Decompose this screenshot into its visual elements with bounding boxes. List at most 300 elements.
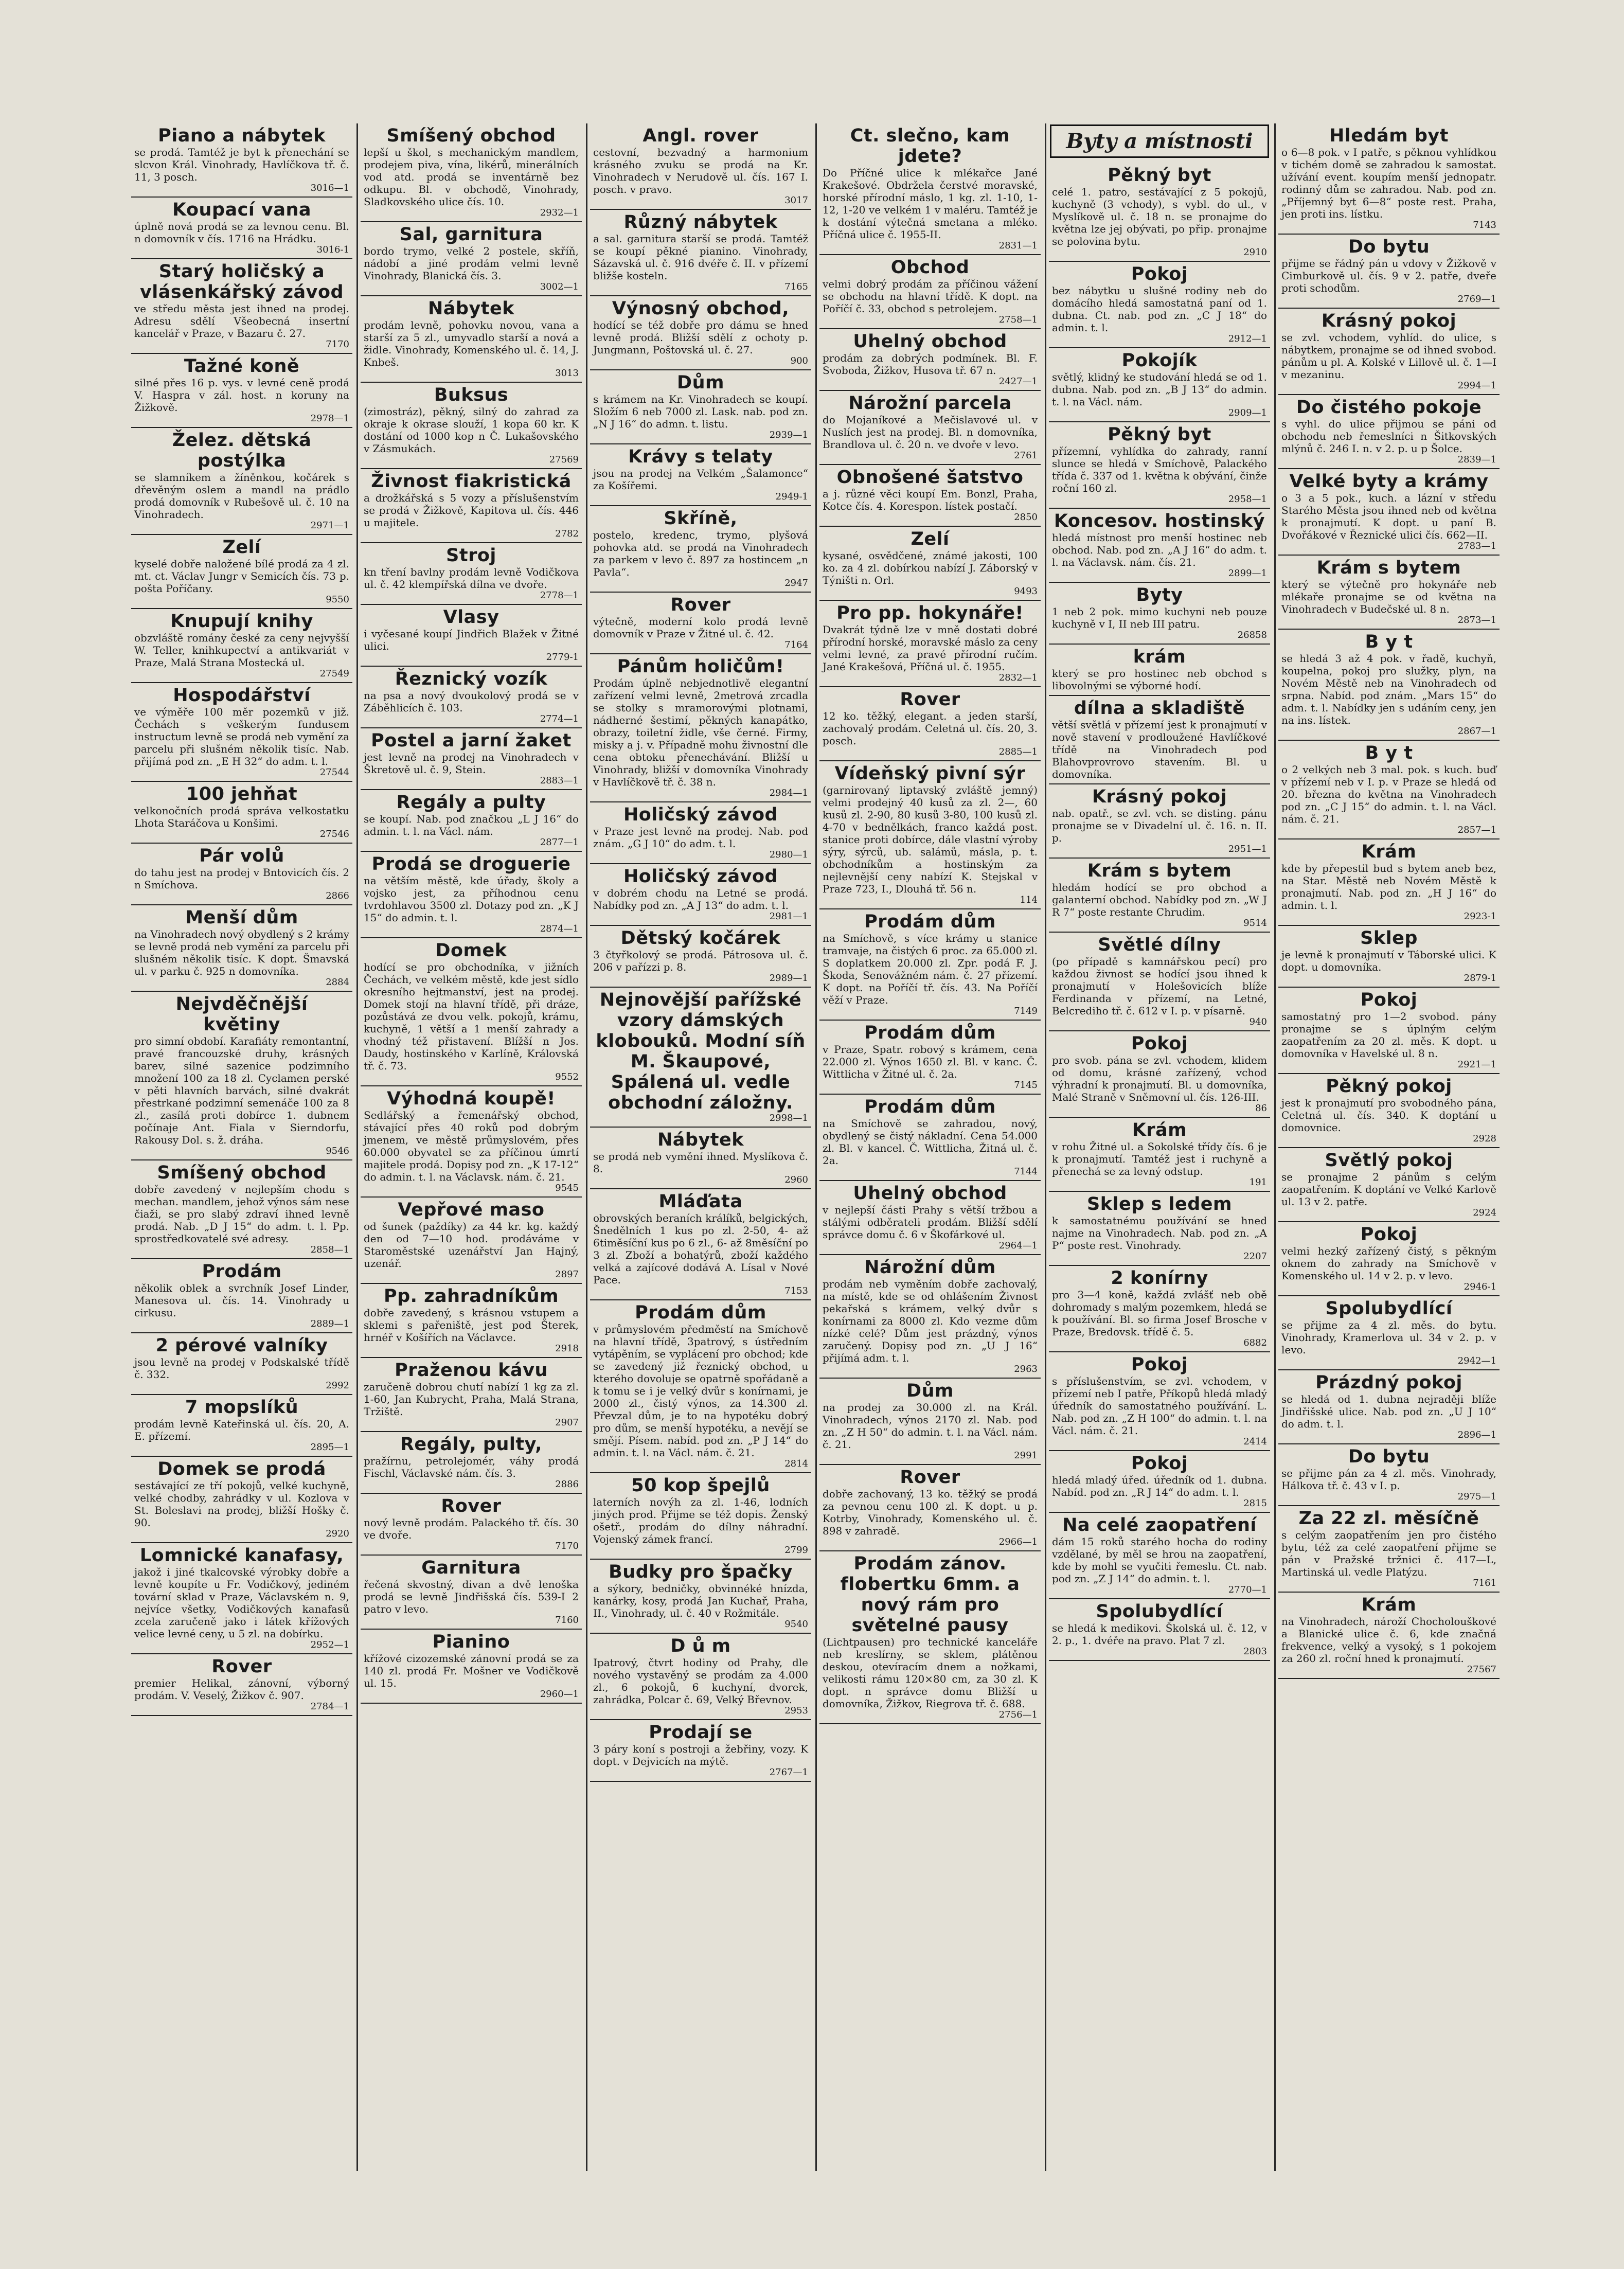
ad-text: velmi hezký zařízený čistý, s pěkným oknem do zahrady na Smíchově v Komenského ul. 14 v 2. p. v levo. <box>1281 1245 1496 1282</box>
classified-ad <box>361 1086 582 1198</box>
column-rule <box>356 123 358 2171</box>
ad-text: který se pro hostinec neb obchod s libovolnými se výborné hodí. <box>1052 667 1267 692</box>
ad-reference-number: 2866 <box>326 890 349 901</box>
ad-heading: Pianino <box>432 1632 510 1652</box>
ad-reference-number: 2886 <box>555 1479 579 1490</box>
classified-ad <box>131 992 352 1160</box>
ad-text: pro 3—4 koně, každá zvlášť neb obě dohromady s malým pozemkem, hledá se k používání. Bl. so firma Josef Brosche v Praze, Bredovsk. třídě č. 5. <box>1052 1289 1267 1338</box>
ad-reference-number: 27546 <box>319 829 349 839</box>
ad-text: nový levně prodám. Palackého tř. čís. 30 ve dvoře. <box>364 1516 579 1541</box>
ad-reference-number: 2984—1 <box>769 788 808 798</box>
section-heading-box <box>1050 124 1269 158</box>
classified-ad <box>131 535 352 609</box>
ad-heading: Krásný pokoj <box>1092 787 1227 807</box>
ad-heading: Menší dům <box>185 907 298 928</box>
ad-text: na Vinohradech nový obydlený s 2 krámy se levně prodá neb vymění za parcelu při slušném několik tisíc. K dopt. Šmavská ul. v parku č. 925 n domovníka. <box>134 928 349 977</box>
ad-heading: dílna a skladiště <box>1074 698 1245 719</box>
newspaper-page <box>131 123 1500 2227</box>
column-1 <box>131 123 352 2181</box>
ad-heading: Krám s bytem <box>1316 558 1461 578</box>
ad-heading: Světlý pokoj <box>1325 1150 1453 1171</box>
ad-reference-number: 2992 <box>326 1380 349 1391</box>
ad-heading: Hospodářství <box>173 685 311 706</box>
classified-ad <box>1278 235 1500 309</box>
classified-ad <box>819 601 1041 687</box>
ad-reference-number: 2932—1 <box>540 207 579 218</box>
ad-text: pražírnu, petrolejomér, váhy prodá Fischl, Václavské nám. čís. 3. <box>364 1455 579 1479</box>
ad-text: (po případě s kamnářskou pecí) pro každou živnost se hodící jsou ihned k pronajmutí v Holešovicích blíže Ferdinanda v přízemí, na Letné, Belcrediho tř. č. 612 v I. p. v písarně. <box>1052 955 1267 1017</box>
ad-text: a j. různé věci koupí Em. Bonzl, Praha, Kotce čís. 4. Korespon. lístek postačí. <box>823 488 1038 512</box>
ad-text: jest k pronajmutí pro svobodného pána, Celetná ul. čís. 340. K doptání u domovnice. <box>1281 1097 1496 1134</box>
ad-heading: Buksus <box>434 385 509 405</box>
classified-ad <box>131 683 352 782</box>
ad-text: v rohu Žitné ul. a Sokolské třídy čís. 6 je k pronajmutí. Tamtéž jest i ruchyně a přenechá se za levný odstup. <box>1052 1140 1267 1177</box>
ad-reference-number: 2889—1 <box>310 1318 349 1329</box>
ad-reference-number: 2918 <box>555 1343 579 1354</box>
ad-text: jsou levně na prodej v Podskalské třídě č. 332. <box>134 1356 349 1381</box>
ad-reference-number: 2949-1 <box>775 491 808 502</box>
ad-reference-number: 2953 <box>784 1705 808 1716</box>
ad-heading: Nárožní parcela <box>848 393 1012 414</box>
ad-reference-number: 2783—1 <box>1457 541 1496 551</box>
ad-reference-number: 2803 <box>1243 1646 1267 1657</box>
ad-reference-number: 7153 <box>784 1285 808 1296</box>
ad-reference-number: 2924 <box>1473 1207 1496 1218</box>
classified-ad <box>361 1432 582 1494</box>
ad-reference-number: 2964—1 <box>998 1240 1038 1251</box>
ad-heading: 2 pérové valníky <box>155 1335 328 1356</box>
ad-heading: Dům <box>906 1381 954 1401</box>
ad-text: bordo trymo, velké 2 postele, skříň, nádobí a jiné prodám velmi levně Vinohrady, Blanická čís. 3. <box>364 245 579 282</box>
ad-text: pro svob. pána se zvl. vchodem, klidem od domu, krásné zařízený, vchod výhradní k pronajmutí. Bl. u domovníka, Malé Straně v Sněmovní ul. čís. 126-III. <box>1052 1054 1267 1103</box>
ad-reference-number: 2899—1 <box>1228 568 1267 579</box>
ad-text: se hledá k medikovi. Školská ul. č. 12, v 2. p., 1. dvéře na pravo. Plat 7 zl. <box>1052 1622 1267 1647</box>
ad-text: a sýkory, bedničky, obvinnéké hnízda, kanárky, kosy, prodá Jan Kuchař, Praha, II., Vinohrady, ul. č. 40 v Rožmitále. <box>593 1582 808 1619</box>
ad-text: kyselé dobře naložené bílé prodá za 4 zl. mt. ct. Václav Jungr v Semicích čís. 73 p. pošta Poříčany. <box>134 558 349 595</box>
classified-ad <box>131 844 352 905</box>
ad-reference-number: 2946-1 <box>1464 1281 1496 1292</box>
ad-text: od šunek (paždíky) za 44 kr. kg. každý den od 7—10 hod. prodáváme v Staroměstské uzenářství Jan Hajný, uzenář. <box>364 1220 579 1270</box>
ad-heading: Nárožní dům <box>864 1257 996 1278</box>
ad-text: se koupí. Nab. pod značkou „L J 16“ do admin. t. l. na Václ. nám. <box>364 813 579 837</box>
ad-text: (garnirovaný liptavský zvláště jemný) velmi prodejný 40 kusů za zl. 2—, 60 kusů zl. 2-90, 80 kusů 3-80, 100 kusů zl. 4-70 v bednělkách, franco každá post. stanice proti dobírce, dále vlastní výroby sýry, sýrců, ub. salámů, másla, p. t. obchodníkům a hostinským za nejlevnější ceny nabízí K. Stejskal v Praze 723, I., Dlouhá tř. 56 n. <box>823 784 1038 895</box>
column-5 <box>1049 123 1270 2181</box>
ad-text: v průmyslovém předměstí na Smíchově na hlavní třídě, 3patrový, s ústředním vytápěním, se vyplácení pro obchod; kde se zavedený již řeznický obchod, u kterého dovoluje se opatrně spořádaně a k tomu se i je velký dvůr s konírnami, je 2000 zl., čistý výnos, za 14.300 zl. Převzal dům, je to na hypotéku dobrý pro dům, se menší hypotéku, a nevějí se smějí. Písem. nabíd. pod zn. „P J 14“ do admin. t. l. na Václ. nám. č. 21. <box>593 1323 808 1459</box>
ad-heading: Pp. zahradníkům <box>383 1286 559 1307</box>
ad-text: zaručeně dobrou chutí nabízí 1 kg za zl. 1-60, Jan Kubrycht, Praha, Malá Strana, Tržiště. <box>364 1381 579 1418</box>
ad-heading: B y t <box>1365 743 1413 763</box>
ad-reference-number: 6882 <box>1243 1337 1267 1348</box>
ad-text: větší světlá v přízemí jest k pronajmutí v nově stavení v prodloužené Havlíčkové třídě na Vinohradech pod Blahovprovrovo stavením. Bl. u domovníka. <box>1052 719 1267 780</box>
ad-text: postelo, kredenc, trymo, plyšová pohovka atd. se prodá na Vinohradech za parkem v levo č. 897 za hostincem „n Pavla“. <box>593 529 808 578</box>
ad-heading: 7 mopslíků <box>185 1397 299 1418</box>
ad-text: 12 ko. těžký, elegant. a jeden starší, zachovalý prodám. Celetná ul. čís. 20, 3. posch. <box>823 710 1038 747</box>
ad-text: hodící se pro obchodníka, v jižních Čechách, ve velkém městě, kde jest sídlo okresního hejtmanství, jest na prodej. Domek stojí na hlavní třídě, při dráze, pozůstává ze dvou velk. pokojů, krámu, kuchyně, 1 větší a 1 menší zahrady a vhodný též přistavení. Blížší n Jos. Daudy, hostinského v Karlíně, Královská tř. č. 73. <box>364 961 579 1072</box>
classified-ad <box>1049 645 1270 696</box>
ad-reference-number: 2885—1 <box>998 746 1038 757</box>
classified-ad <box>590 444 811 506</box>
ad-reference-number: 2909—1 <box>1228 407 1267 418</box>
ad-text: s příslušenstvím, se zvl. vchodem, v přízemí neb I patře, Příkopů hledá mladý úředník do samostatného používání. L. Nab. pod zn. „Z H 100“ do admin. t. l. na Václ. nám. č. 21. <box>1052 1375 1267 1437</box>
ad-reference-number: 7144 <box>1014 1166 1038 1177</box>
ad-heading: Skříně, <box>664 508 738 529</box>
ad-reference-number: 2767—1 <box>769 1767 808 1778</box>
ad-heading: Holičský závod <box>623 866 778 887</box>
ad-reference-number: 114 <box>1020 895 1038 905</box>
classified-ad <box>131 1654 352 1716</box>
classified-ad <box>131 1333 352 1395</box>
ad-heading: Uhelný obchod <box>853 1183 1007 1204</box>
ad-text: v dobrém chodu na Letné se prodá. Nabídky pod zn. „A J 13“ do adm. t. l. <box>593 887 808 912</box>
ad-reference-number: 900 <box>790 355 808 366</box>
classified-ad <box>131 428 352 535</box>
classified-ad <box>1049 1599 1270 1661</box>
column-rule <box>586 123 587 2171</box>
ad-reference-number: 2782 <box>555 528 579 539</box>
classified-ad <box>590 593 811 654</box>
classified-ad <box>1049 509 1270 583</box>
ad-text: 3 páry koní s postroji a žebřiny, vozy. K dopt. v Dejvicích na mýtě. <box>593 1743 808 1767</box>
ad-text: obrovských beraních králíků, belgických, Šnedělních 1 kus po zl. 2-50, 4- až 6timěsíční kus po 6 zl., 6- až 8měsíční po 3 zl. Zboží a bohatýrů, zboží každého velká a zajícové dodává A. Lísal v Nové Pace. <box>593 1212 808 1286</box>
ad-heading: Praženou kávu <box>395 1360 548 1381</box>
ad-heading: Spolubydlící <box>1096 1601 1223 1622</box>
ad-reference-number: 2960 <box>784 1174 808 1185</box>
classified-ad <box>1278 1296 1500 1370</box>
classified-ad <box>131 1457 352 1543</box>
ad-heading: Nejnovější pařížské vzory dámských klobouků. Modní síň M. Škaupové, Spálená ul. vedle obchodní záložny. <box>596 990 806 1113</box>
classified-ad <box>590 988 811 1128</box>
classified-ad <box>1278 1506 1500 1593</box>
ad-reference-number: 7145 <box>1014 1080 1038 1091</box>
ad-heading: Postel a jarní žaket <box>371 730 572 751</box>
ad-heading: Domek <box>435 940 507 961</box>
classified-ad <box>1049 784 1270 859</box>
classified-ad <box>590 1473 811 1560</box>
ad-reference-number: 2966—1 <box>998 1537 1038 1547</box>
ad-heading: Do čistého pokoje <box>1296 397 1482 418</box>
ad-heading: Prodám dům <box>635 1302 766 1323</box>
ad-reference-number: 2928 <box>1473 1133 1496 1144</box>
ad-text: (zimostráz), pěkný, silný do zahrad za okraje k okrase slouží, 1 kopa 60 kr. K dostání od 1000 kop n Č. Lukašovského v Zásmukách. <box>364 405 579 455</box>
classified-ad <box>131 1543 352 1654</box>
ad-heading: Pokoj <box>1360 1224 1418 1245</box>
ad-heading: Spolubydlící <box>1325 1298 1453 1319</box>
ad-heading: Prodám zánov. flobertku 6mm. a nový rám pro světelné pausy <box>840 1553 1020 1636</box>
ad-text: na Smíchově, s více krámy u stanice tramvaje, na čistých 6 proc. za 65.000 zl. S doplatkem 20.000 zl. Zpr. podá F. J. Škoda, Senovážném nám. č. 27 přízemí. K dopt. na Poříčí tř. čís. 43. Na Poříčí věží v Praze. <box>823 932 1038 1006</box>
classified-ad <box>1049 1118 1270 1192</box>
classified-ad <box>1278 123 1500 235</box>
ad-heading: Piano a nábytek <box>158 126 326 146</box>
ad-heading: Za 22 zl. měsíčně <box>1298 1508 1479 1529</box>
ad-text: samostatný pro 1—2 svobod. pány pronajme se s úplným celým zaopatřením za 20 zl. měs. K dopt. u domovníka v Havelské ul. 8 n. <box>1281 1010 1496 1060</box>
classified-ad <box>361 543 582 605</box>
ad-heading: Nábytek <box>427 298 515 319</box>
ad-heading: Krám <box>1361 1595 1417 1615</box>
ad-reference-number: 2814 <box>784 1458 808 1469</box>
ad-heading: krám <box>1133 647 1186 667</box>
classified-ad <box>819 1379 1041 1465</box>
classified-ad <box>1049 933 1270 1031</box>
ad-heading: Angl. rover <box>643 126 759 146</box>
ad-text: s krámem na Kr. Vinohradech se koupí. Složím 6 neb 7000 zl. Lask. nab. pod zn. „N J 16“ do admn. t. listu. <box>593 393 808 430</box>
ad-text: přízemní, vyhlídka do zahrady, ranní slunce se hledá v Smíchově, Palackého třída č. 337 od 1. května k obývání, činže roční 160 zl. <box>1052 445 1267 494</box>
ad-reference-number: 9493 <box>1014 586 1038 597</box>
ad-reference-number: 2910 <box>1243 247 1267 258</box>
ad-text: dobře zachovaný, 13 ko. těžký se prodá za pevnou cenu 100 zl. K dopt. u p. Kotrby, Vinohrady, Komenského ul. č. 898 v zahradě. <box>823 1488 1038 1537</box>
ad-reference-number: 2758—1 <box>998 314 1038 325</box>
ad-heading: Prodám dům <box>864 1023 996 1043</box>
ad-heading: Pokojík <box>1121 350 1198 371</box>
ad-reference-number: 2960—1 <box>540 1689 579 1700</box>
classified-ad <box>361 1630 582 1704</box>
ad-reference-number: 2994—1 <box>1457 380 1496 391</box>
ad-text: velkonočních prodá správa velkostatku Lhota Staráčova u Konšimi. <box>134 805 349 829</box>
ad-reference-number: 9552 <box>555 1071 579 1082</box>
classified-ad <box>361 1556 582 1630</box>
classified-ad <box>1278 1148 1500 1222</box>
classified-ad <box>1278 1444 1500 1506</box>
ad-text: celé 1. patro, sestávající z 5 pokojů, kuchyně (3 vchody), s vybl. do ul., v Myslíkově ul. č. 18 n. se pronajme do května lze jej obývati, po přip. pronajme se polovina bytu. <box>1052 186 1267 247</box>
ad-heading: Dětský kočárek <box>620 928 781 949</box>
classified-ad <box>590 1189 811 1300</box>
ad-text: výtečně, moderní kolo prodá levně domovník v Praze v Žitné ul. č. 42. <box>593 615 808 640</box>
classified-ad <box>819 761 1041 909</box>
ad-reference-number: 9546 <box>326 1146 349 1156</box>
ad-text: o 2 velkých neb 3 mal. pok. s kuch. buď v přízemí neb v I. p. v Praze se hledá od 20. března do května na Vinohradech pod zn. „C J 15“ do admin. t. l. na Václ. nám. č. 21. <box>1281 763 1496 825</box>
column-2 <box>361 123 582 2181</box>
classified-ad <box>590 210 811 296</box>
ad-reference-number: 7143 <box>1473 220 1496 230</box>
ad-heading: Želez. dětská postýlka <box>172 430 312 471</box>
ad-heading: Zelí <box>222 537 261 558</box>
ad-heading: Do bytu <box>1348 237 1430 257</box>
ad-reference-number: 2975—1 <box>1457 1491 1496 1502</box>
ad-text: jest levně na prodej na Vinohradech v Škretově ul. č. 9, Stein. <box>364 751 579 776</box>
column-6 <box>1278 123 1500 2181</box>
ad-text: bez nábytku u slušné rodiny neb do domácího hledá samostatná paní od 1. dubna. Ct. nab. pod zn. „C J 18“ do admin. t. l. <box>1052 284 1267 334</box>
ad-text: úplně nová prodá se za levnou cenu. Bl. n domovník v čís. 1716 na Hrádku. <box>134 220 349 245</box>
classified-ad <box>1278 469 1500 556</box>
ad-text: lepší u škol, s mechanickým mandlem, prodejem piva, vína, likérů, minerálních vod atd. prodá se inventárně bez odkupu. Bl. v obchodě, Vinohrady, Sladkovského ulice čís. 10. <box>364 146 579 208</box>
ad-heading: Pěkný byt <box>1108 424 1211 445</box>
ad-text: kysané, osvědčené, známé jakosti, 100 ko. za 4 zl. dobírkou nabízí J. Záborský v Týništi n. Orl. <box>823 549 1038 586</box>
classified-ad <box>361 667 582 728</box>
ad-reference-number: 191 <box>1249 1177 1267 1188</box>
ad-heading: Výnosný obchod, <box>612 298 790 319</box>
ad-text: se pronajme 2 pánům s celým zaopatřením. K doptání ve Velké Karlově ul. 13 v 2. patře. <box>1281 1171 1496 1208</box>
ad-text: hodící se též dobře pro dámu se hned levně prodá. Bližší sdělí z ochoty p. Jungmann, Poštovská ul. č. 27. <box>593 319 808 356</box>
classified-ad <box>590 1634 811 1720</box>
ad-heading: Obnošené šatstvo <box>836 467 1024 488</box>
ad-reference-number: 2971—1 <box>310 520 349 531</box>
ad-reference-number: 2761 <box>1014 450 1038 461</box>
ad-heading: Prodám dům <box>864 912 996 932</box>
ad-reference-number: 2942—1 <box>1457 1355 1496 1366</box>
ad-text: jsou na prodej na Velkém „Šalamonce“ za Košířemi. <box>593 467 808 492</box>
ad-heading: B y t <box>1365 632 1413 652</box>
ad-heading: Rover <box>211 1656 272 1677</box>
ad-reference-number: 9540 <box>784 1619 808 1630</box>
ad-heading: Různý nábytek <box>623 212 778 233</box>
ad-text: hledám hodící se pro obchod a galanterní obchod. Nabídky pod zn. „W J R 7“ poste restante Chrudim. <box>1052 881 1267 918</box>
ad-heading: Nábytek <box>657 1130 744 1150</box>
ad-text: Prodám úplně nebjednotlivě elegantní zařízení velmi levně, 2metrová zrcadla se stolky s mramorovými plotnami, nádherné šestimí, pěkných kanapátko, obrazy, toiletní židle, vše černé. Firmy, misky a j. v. Případně mohu živnostní dle cena obtoku přenechávání. Bližší u Vinohrady, bližší v domovníka Vinohrady v Havlíčkově tř. č. 38 n. <box>593 677 808 788</box>
ad-reference-number: 9550 <box>326 594 349 605</box>
ad-heading: Rover <box>441 1496 502 1516</box>
ad-heading: Řeznický vozík <box>395 669 548 689</box>
classified-ad <box>131 609 352 683</box>
ad-reference-number: 3016—1 <box>310 183 349 193</box>
ad-text: se prodá. Tamtéž je byt k přenechání se slcvon Král. Vinohrady, Havlíčkova tř. č. 11, 3 posch. <box>134 146 349 183</box>
ad-heading: Starý holičský a vlásenkářský závod <box>139 261 344 302</box>
ad-reference-number: 2921—1 <box>1457 1059 1496 1070</box>
ad-text: v nejlepší části Prahy s větší tržbou a stálými odběrateli prodám. Bližší sdělí správce domu č. 6 v Škofárkové ul. <box>823 1204 1038 1241</box>
ad-heading: Rover <box>900 1467 960 1488</box>
classified-ad <box>1278 395 1500 469</box>
classified-ad <box>131 1160 352 1259</box>
ad-heading: Budky pro špačky <box>609 1562 793 1582</box>
ad-heading: Stroj <box>446 545 496 566</box>
ad-reference-number: 7165 <box>784 281 808 292</box>
ad-text: se hledá 3 až 4 pok. v řadě, kuchyň, koupelna, pokoj pro služky, plyn, na Novém Městě neb na Vinohradech od srpna. Nabíd. pod znám. „Mars 15“ do adm. t. l. Nabídky jen s udáním ceny, jen na ins. lístek. <box>1281 652 1496 726</box>
classified-ad <box>1049 1352 1270 1451</box>
ad-heading: Smíšený obchod <box>157 1163 327 1183</box>
classified-ad <box>819 1021 1041 1095</box>
ad-text: křížové cizozemské zánovní prodá se za 140 zl. prodá Fr. Mošner ve Vodičkově ul. 15. <box>364 1652 579 1689</box>
ad-reference-number: 86 <box>1255 1103 1267 1114</box>
ad-heading: D ů m <box>670 1636 731 1656</box>
classified-ad <box>131 905 352 992</box>
ad-reference-number: 3013 <box>555 368 579 379</box>
ad-text: prodám levně, pohovku novou, vana a starší za 5 zl., umyvadlo starší a nová a židle. Vinohrady, Komenského ul. č. 14, J. Knbeš. <box>364 319 579 368</box>
ad-heading: Na celé zaopatření <box>1062 1515 1257 1535</box>
classified-ad <box>1278 1593 1500 1679</box>
ad-heading: Nejvděčnější květiny <box>175 994 308 1035</box>
classified-ad <box>1049 422 1270 509</box>
ad-reference-number: 2951—1 <box>1228 844 1267 854</box>
ad-reference-number: 2896—1 <box>1457 1430 1496 1440</box>
ad-heading: 50 kop špejlů <box>631 1475 770 1496</box>
classified-ad <box>1278 839 1500 926</box>
ad-heading: Obchod <box>890 257 970 278</box>
ad-heading: Světlé dílny <box>1098 935 1221 955</box>
ad-reference-number: 2874—1 <box>540 923 579 934</box>
ad-heading: Pro pp. hokynáře! <box>836 603 1024 623</box>
classified-ad <box>1278 1222 1500 1296</box>
classified-ad <box>1049 1192 1270 1266</box>
ad-reference-number: 2873—1 <box>1457 615 1496 626</box>
ad-heading: Pár volů <box>199 846 284 866</box>
ad-reference-number: 3017 <box>784 195 808 206</box>
ad-text: ve středu města jest ihned na prodej. Adresu sdělí Všeobecná insertní kancelář v Praze, v Bazaru č. 27. <box>134 302 349 340</box>
ad-heading: Ct. slečno, kam jdete? <box>850 126 1010 167</box>
ad-reference-number: 2779-1 <box>546 652 579 663</box>
classified-ad <box>1049 1513 1270 1599</box>
ad-heading: Knupují knihy <box>170 611 313 632</box>
ad-heading: Vepřové maso <box>398 1200 545 1220</box>
ad-text: na větším městě, kde úřady, školy a vojsko jest, za příhodnou cenu tvrdohlavou 3500 zl. Dotazy pod zn. „K J 15“ do admin. t. l. <box>364 874 579 924</box>
column-rule <box>1045 123 1046 2171</box>
ad-heading: Byty <box>1136 585 1183 605</box>
classified-ad <box>361 123 582 222</box>
classified-ad <box>131 1395 352 1457</box>
ad-heading: Pokoj <box>1131 264 1188 284</box>
ad-heading: Regály, pulty, <box>400 1434 543 1455</box>
ad-heading: Holičský závod <box>623 805 778 825</box>
ad-reference-number: 2981—1 <box>769 911 808 922</box>
ad-text: dám 15 roků starého hocha do rodiny vzdělané, by měl se hrou na zaopatření, kde by mohl se vyučiti řemeslu. Ct. nab. pod zn. „Z J 14“ do admin. t. l. <box>1052 1535 1267 1585</box>
ad-text: se přijme za 4 zl. měs. do bytu. Vinohrady, Kramerlova ul. 34 v 2. p. v levo. <box>1281 1319 1496 1356</box>
classified-ad <box>590 506 811 593</box>
classified-ad <box>590 1128 811 1189</box>
classified-ad <box>361 1284 582 1358</box>
classified-ad <box>1049 696 1270 784</box>
ad-text: pro simní období. Karafiáty remontantní, pravé francouzské druhy, krásných barev, silné sazenice podzimního množení 100 za 18 zl. Cyclamen perské v pěti hlavních barvách, silné dvakrát přestrkané podzimní semenáče 100 za 8 zl., zasílá proti dobírce 1. dubnem počínaje Ant. Fiala v Sierndorfu, Rakousy Dol. s. ž. dráha. <box>134 1035 349 1146</box>
classified-ad <box>819 329 1041 391</box>
ad-heading: Pánům holičům! <box>617 656 784 677</box>
ad-reference-number: 9545 <box>555 1183 579 1193</box>
classified-ad <box>590 864 811 926</box>
ad-reference-number: 2879-1 <box>1464 973 1496 984</box>
ad-text: jakož i jiné tkalcovské výrobky dobře a levně koupíte u Fr. Vodičkový, jediném tovární sklad v Praze, Václavském n. 9, nejvíce všetky, Vodičkových kanafasů zcela zaručeně jako i látek křížových velice levné ceny, u 5 zl. na dobírku. <box>134 1566 349 1640</box>
ad-reference-number: 2877—1 <box>540 837 579 848</box>
ad-reference-number: 27544 <box>319 767 349 778</box>
ad-heading: Pokoj <box>1131 1033 1188 1054</box>
classified-ad <box>1049 1031 1270 1118</box>
ad-text: a drožkářská s 5 vozy a příslušenstvím se prodá v Žižkově, Kapitova ul. čís. 446 u majitele. <box>364 492 579 529</box>
classified-ad <box>590 654 811 802</box>
ad-reference-number: 2799 <box>784 1545 808 1556</box>
ad-reference-number: 2883—1 <box>540 775 579 786</box>
ad-text: který se výtečně pro hokynáře neb mlékaře pronajme se od května na Vinohradech v Budečské ul. 8 n. <box>1281 578 1496 615</box>
ad-text: prodám za dobrých podmínek. Bl. F. Svoboda, Žižkov, Husova tř. 67 n. <box>823 352 1038 377</box>
ad-heading: Lomnické kanafasy, <box>139 1545 344 1566</box>
ad-reference-number: 7164 <box>784 639 808 650</box>
classified-ad <box>590 926 811 988</box>
classified-ad <box>1049 1266 1270 1352</box>
ad-reference-number: 2867—1 <box>1457 726 1496 737</box>
classified-ad <box>361 1358 582 1432</box>
ad-heading: Pěkný pokoj <box>1326 1076 1452 1097</box>
ad-heading: Garnitura <box>421 1558 521 1578</box>
ad-heading: Regály a pulty <box>396 792 546 813</box>
classified-ad <box>361 469 582 543</box>
ad-text: se přijme pán za 4 zl. měs. Vinohrady, Hálkova tř. č. 43 v I. p. <box>1281 1467 1496 1492</box>
classified-ad <box>361 938 582 1086</box>
ad-reference-number: 940 <box>1249 1016 1267 1027</box>
ad-reference-number: 26858 <box>1237 630 1267 640</box>
ad-text: Dvakrát týdně lze v mně dostati dobré přírodní horské, moravské máslo za ceny velmi levné, za pravé přírodní ručím. Jané Krakešová, Příčná ul. č. 1955. <box>823 623 1038 673</box>
ad-text: 3 čtyřkolový se prodá. Pátrosova ul. č. 206 v pařízzi p. 8. <box>593 949 808 973</box>
classified-ad <box>819 1181 1041 1255</box>
ad-text: na prodej za 30.000 zl. na Král. Vinohradech, výnos 2170 zl. Nab. pod zn. „Z H 50“ do admin. t. l. na Václ. nám. č. 21. <box>823 1401 1038 1451</box>
ad-heading: Tažné koně <box>184 356 300 377</box>
ad-heading: Uhelný obchod <box>853 331 1007 352</box>
ad-text: světlý, klidný ke studování hledá se od 1. dubna. Nab. pod zn. „B J 13“ do admin. t. l. na Václ. nám. <box>1052 371 1267 408</box>
classified-ad <box>1278 556 1500 630</box>
ad-heading: Pokoj <box>1360 990 1418 1010</box>
column-4 <box>819 123 1041 2181</box>
ad-text: na psa a nový dvoukolový prodá se v Záběhlicích č. 103. <box>364 689 579 714</box>
classified-ad <box>361 605 582 667</box>
ad-reference-number: 2989—1 <box>769 973 808 984</box>
classified-ad <box>361 728 582 790</box>
ad-heading: Prodá se droguerie <box>371 854 571 874</box>
ad-heading: Výhodná koupě! <box>387 1088 556 1109</box>
ad-reference-number: 7149 <box>1014 1006 1038 1016</box>
ad-reference-number: 2770—1 <box>1228 1584 1267 1595</box>
ad-reference-number: 2414 <box>1243 1436 1267 1447</box>
